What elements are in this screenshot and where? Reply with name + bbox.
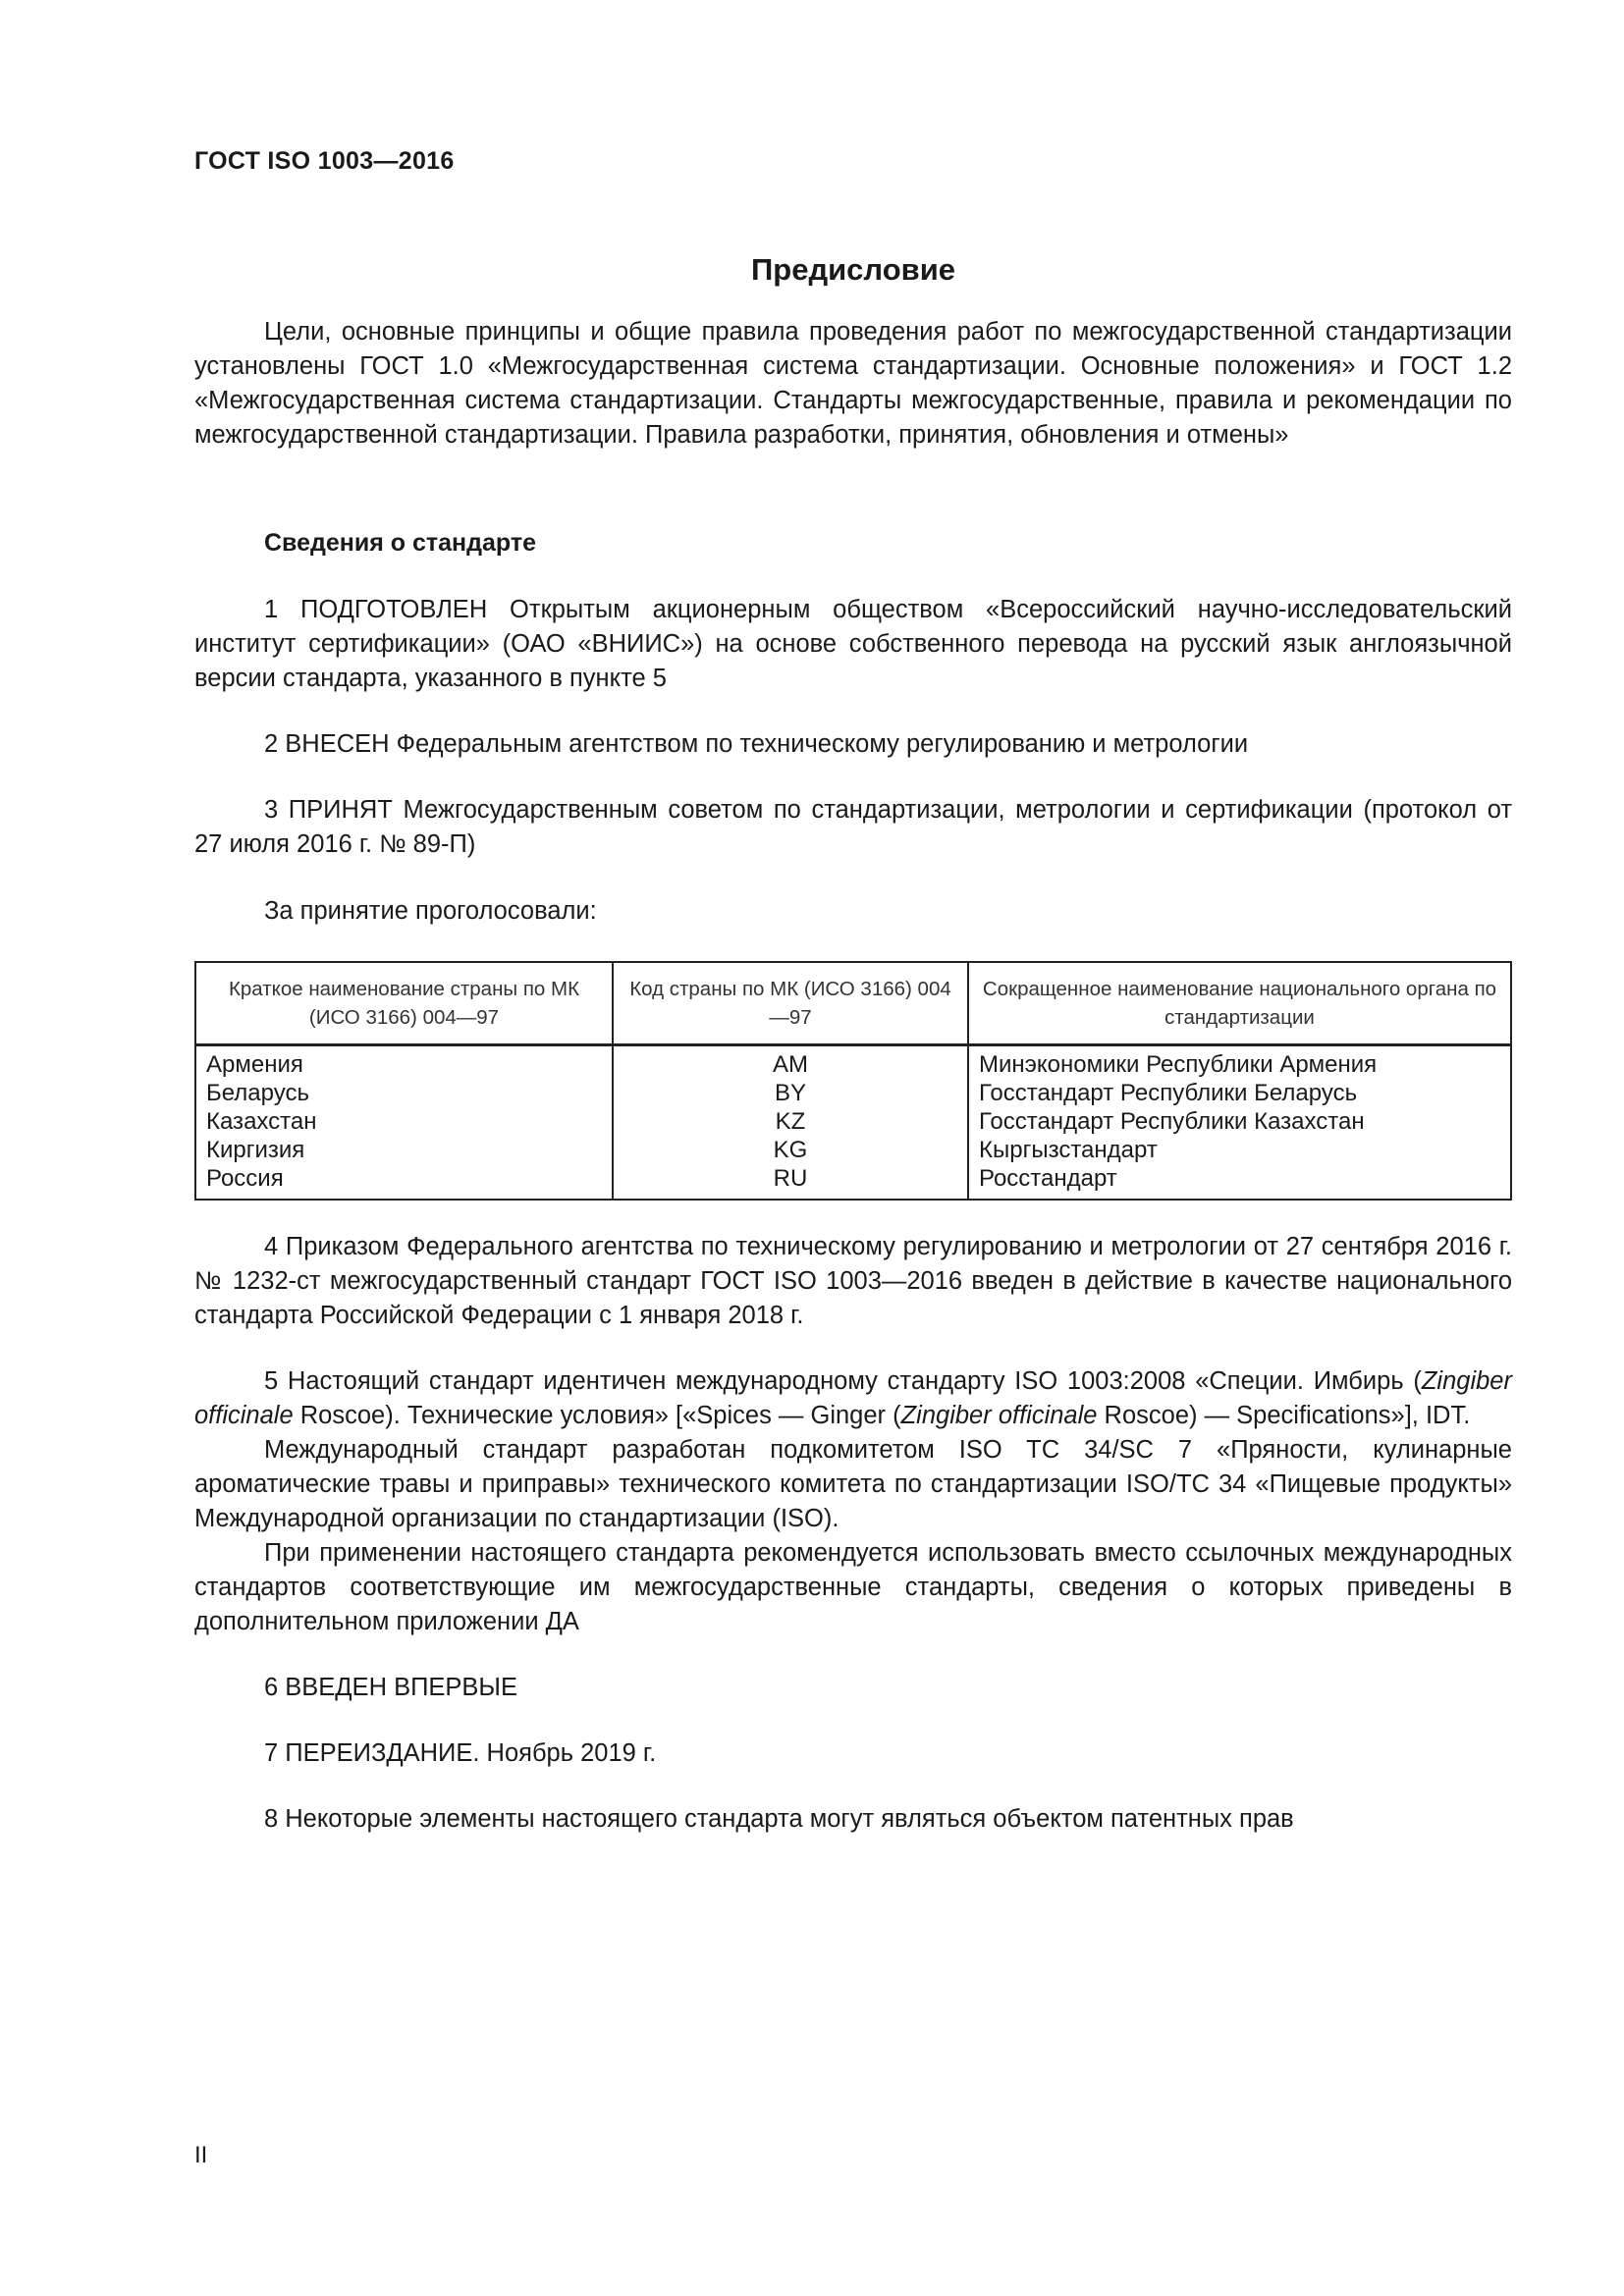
item-2: 2 ВНЕСЕН Федеральным агентством по техническому регулированию и метрологии xyxy=(264,730,1249,758)
item-3: 3 ПРИНЯТ Межгосударственным советом по стандартизации, метрологии и сертификации (протокол от 27 июля 2016 г. № 89-П) xyxy=(194,796,1512,858)
table-row xyxy=(195,1136,1511,1164)
item-5-text-c: Roscoe). Технические условия» [«Spices — Ginger ( xyxy=(293,1402,901,1429)
table-row xyxy=(195,1107,1511,1136)
voting-countries-table xyxy=(194,961,1512,1201)
country-cell: Киргизия xyxy=(195,1136,613,1164)
item-6: 6 ВВЕДЕН ВПЕРВЫЕ xyxy=(264,1674,518,1701)
table-row xyxy=(195,1164,1511,1200)
item-8: 8 Некоторые элементы настоящего стандарта могут являться объектом патентных прав xyxy=(264,1805,1294,1833)
code-cell: AM xyxy=(613,1045,968,1080)
page-title: Предисловие xyxy=(750,252,955,287)
header-country: Краткое наименование страны по МК (ИСО 3166) 004—97 xyxy=(195,962,613,1045)
item-5-text-a: 5 Настоящий стандарт идентичен международному стандарту ISO 1003:2008 «Специи. Имбирь ( xyxy=(264,1367,1422,1395)
code-cell: BY xyxy=(613,1079,968,1107)
item-7: 7 ПЕРЕИЗДАНИЕ. Ноябрь 2019 г. xyxy=(264,1739,657,1767)
body-cell: Кыргызстандарт xyxy=(979,1137,1158,1163)
header-code: Код страны по МК (ИСО 3166) 004—97 xyxy=(613,962,968,1045)
code-cell: RU xyxy=(613,1164,968,1200)
item-5-latin-name-1: Zingiber officinale xyxy=(194,1367,1512,1429)
item-4: 4 Приказом Федерального агентства по техническому регулированию и метрологии от 27 сентября 2016 г. № 1232-ст межгосударственный стандарт ГОСТ ISO 1003—2016 введен в действие в качестве национального стандарта Российской Федерации с 1 января 2018 г. xyxy=(194,1233,1512,1329)
votes-intro: За принятие проголосовали: xyxy=(264,897,597,925)
country-cell: Беларусь xyxy=(195,1079,613,1107)
item-5-text-e: Roscoe) — Specifications»], IDT. xyxy=(1097,1402,1471,1429)
document-page xyxy=(194,147,1512,1837)
country-cell: Казахстан xyxy=(195,1107,613,1136)
code-cell: KG xyxy=(613,1136,968,1164)
info-heading: Сведения о стандарте xyxy=(264,529,537,557)
body-cell: Госстандарт Республики Казахстан xyxy=(979,1108,1365,1135)
country-cell: Россия xyxy=(195,1164,613,1200)
country-cell: Армения xyxy=(195,1045,613,1080)
item-5 xyxy=(194,1364,1512,1433)
body-cell: Минэкономики Республики Армения xyxy=(979,1051,1378,1078)
body-cell: Росстандарт xyxy=(979,1165,1117,1192)
page-number: II xyxy=(194,2142,208,2168)
table-row xyxy=(195,1079,1511,1107)
document-header: ГОСТ ISO 1003—2016 xyxy=(194,147,455,175)
body-cell: Госстандарт Республики Беларусь xyxy=(979,1080,1358,1106)
item-5-paragraph-2: Международный стандарт разработан подкомитетом ISO TC 34/SC 7 «Пряности, кулинарные ароматические травы и приправы» технического комитета по стандартизации ISO/TC 34 «Пищевые продукты» Международной организации по стандартизации (ISO). xyxy=(194,1436,1512,1532)
item-5-paragraph-3: При применении настоящего стандарта рекомендуется использовать вместо ссылочных международных стандартов соответствующие им межгосударственные стандарты, сведения о которых приведены в дополнительном приложении ДА xyxy=(194,1539,1512,1635)
item-1: 1 ПОДГОТОВЛЕН Открытым акционерным обществом «Всероссийский научно-исследовательский институт сертификации» (ОАО «ВНИИС») на основе собственного перевода на русский язык англоязычной версии стандарта, указанного в пункте 5 xyxy=(194,596,1512,692)
intro-paragraph: Цели, основные принципы и общие правила проведения работ по межгосударственной стандартизации установлены ГОСТ 1.0 «Межгосударственная система стандартизации. Основные положения» и ГОСТ 1.2 «Межгосударственная система стандартизации. Стандарты межгосударственные, правила и рекомендации по межгосударственной стандартизации. Правила разработки, принятия, обновления и отмены» xyxy=(194,318,1512,449)
table-header-row xyxy=(195,962,1511,1045)
code-cell: KZ xyxy=(613,1107,968,1136)
header-national-body: Сокращенное наименование национального органа по стандартизации xyxy=(968,962,1511,1045)
item-5-latin-name-2: Zingiber officinale xyxy=(900,1402,1098,1429)
table-row xyxy=(195,1045,1511,1080)
